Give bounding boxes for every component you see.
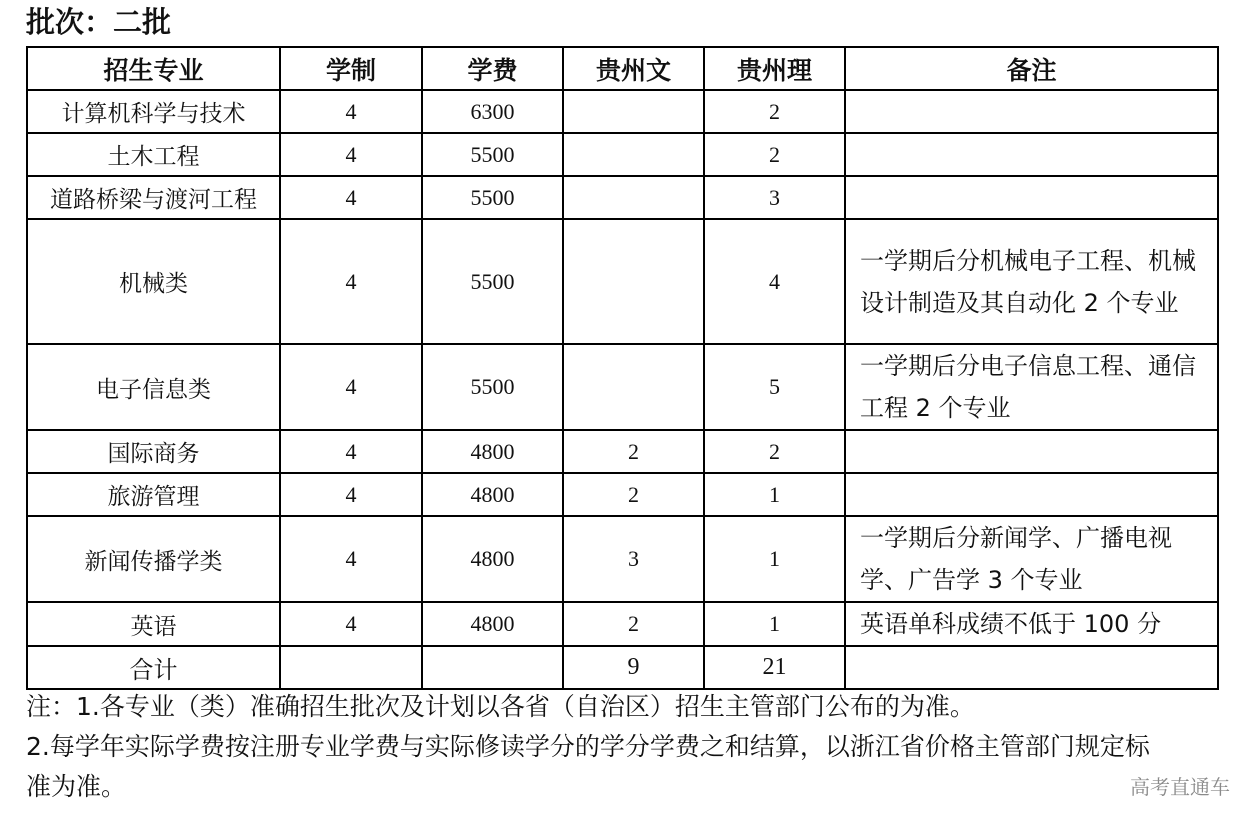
cell-major: 机械类 xyxy=(27,219,280,344)
total-li: 21 xyxy=(704,646,845,689)
cell-major: 道路桥梁与渡河工程 xyxy=(27,176,280,219)
cell-major: 新闻传播学类 xyxy=(27,516,280,602)
footnote-1: 注：1.各专业（类）准确招生批次及计划以各省（自治区）招生主管部门公布的为准。 xyxy=(26,692,975,721)
cell-fee: 5500 xyxy=(422,133,563,176)
table-row xyxy=(27,344,1218,430)
table-row xyxy=(27,219,1218,344)
cell-note xyxy=(845,90,1218,133)
header-years: 学制 xyxy=(280,47,422,90)
header-fee: 学费 xyxy=(422,47,563,90)
cell-li: 2 xyxy=(704,90,845,133)
cell-major: 电子信息类 xyxy=(27,344,280,430)
cell-fee: 4800 xyxy=(422,473,563,516)
cell-li: 5 xyxy=(704,344,845,430)
cell-major: 计算机科学与技术 xyxy=(27,90,280,133)
cell-note: 一学期后分机械电子工程、机械设计制造及其自动化 2 个专业 xyxy=(845,219,1218,344)
cell-years: 4 xyxy=(280,516,422,602)
cell-wen: 2 xyxy=(563,473,704,516)
cell-wen xyxy=(563,219,704,344)
cell-li: 1 xyxy=(704,602,845,646)
cell-years: 4 xyxy=(280,219,422,344)
cell-years: 4 xyxy=(280,473,422,516)
cell-wen xyxy=(563,176,704,219)
cell-major: 英语 xyxy=(27,602,280,646)
cell-wen xyxy=(563,133,704,176)
cell-major: 土木工程 xyxy=(27,133,280,176)
batch-title: 批次：二批 xyxy=(26,5,172,39)
cell-fee: 5500 xyxy=(422,176,563,219)
table-row xyxy=(27,133,1218,176)
table-row xyxy=(27,176,1218,219)
cell-note: 英语单科成绩不低于 100 分 xyxy=(845,602,1218,646)
cell-years: 4 xyxy=(280,176,422,219)
cell-fee: 4800 xyxy=(422,602,563,646)
cell-li: 2 xyxy=(704,430,845,473)
cell-note: 一学期后分新闻学、广播电视学、广告学 3 个专业 xyxy=(845,516,1218,602)
total-fee xyxy=(422,646,563,689)
cell-years: 4 xyxy=(280,344,422,430)
cell-wen xyxy=(563,90,704,133)
header-major: 招生专业 xyxy=(27,47,280,90)
cell-fee: 5500 xyxy=(422,219,563,344)
watermark: 高考直通车 xyxy=(1130,775,1230,799)
cell-note: 一学期后分电子信息工程、通信工程 2 个专业 xyxy=(845,344,1218,430)
cell-major: 国际商务 xyxy=(27,430,280,473)
table-total-row xyxy=(27,646,1218,689)
table-header-row xyxy=(27,47,1218,90)
cell-note xyxy=(845,133,1218,176)
cell-wen: 2 xyxy=(563,430,704,473)
cell-li: 4 xyxy=(704,219,845,344)
enrollment-plan-table xyxy=(26,46,1219,690)
header-guizhou-wen: 贵州文 xyxy=(563,47,704,90)
footnotes xyxy=(26,687,1166,807)
header-note: 备注 xyxy=(845,47,1218,90)
table-row xyxy=(27,516,1218,602)
header-guizhou-li: 贵州理 xyxy=(704,47,845,90)
table-row xyxy=(27,430,1218,473)
footnote-2: 2.每学年实际学费按注册专业学费与实际修读学分的学分学费之和结算，以浙江省价格主管部门规定标准为准。 xyxy=(26,732,1150,801)
total-years xyxy=(280,646,422,689)
cell-fee: 6300 xyxy=(422,90,563,133)
cell-wen: 2 xyxy=(563,602,704,646)
cell-wen xyxy=(563,344,704,430)
cell-note xyxy=(845,473,1218,516)
cell-years: 4 xyxy=(280,133,422,176)
cell-li: 1 xyxy=(704,516,845,602)
cell-li: 2 xyxy=(704,133,845,176)
cell-li: 3 xyxy=(704,176,845,219)
cell-years: 4 xyxy=(280,430,422,473)
cell-fee: 4800 xyxy=(422,430,563,473)
total-label: 合计 xyxy=(27,646,280,689)
table-row xyxy=(27,602,1218,646)
cell-note xyxy=(845,176,1218,219)
cell-li: 1 xyxy=(704,473,845,516)
cell-fee: 5500 xyxy=(422,344,563,430)
total-note xyxy=(845,646,1218,689)
cell-years: 4 xyxy=(280,90,422,133)
cell-note xyxy=(845,430,1218,473)
total-wen: 9 xyxy=(563,646,704,689)
cell-years: 4 xyxy=(280,602,422,646)
cell-major: 旅游管理 xyxy=(27,473,280,516)
cell-wen: 3 xyxy=(563,516,704,602)
table-row xyxy=(27,473,1218,516)
cell-fee: 4800 xyxy=(422,516,563,602)
table-row xyxy=(27,90,1218,133)
